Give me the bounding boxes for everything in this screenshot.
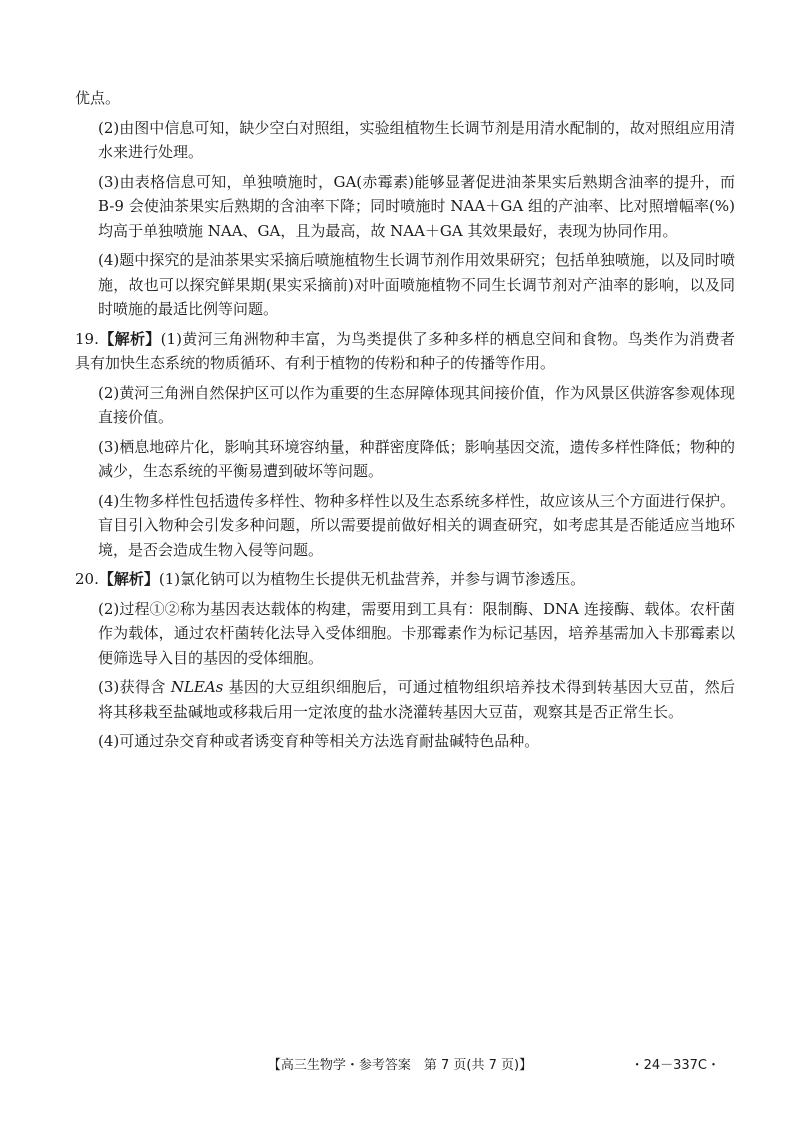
question-19-part1: (1)黄河三角洲物种丰富，为鸟类提供了多种多样的栖息空间和食物。鸟类作为消费者具有加快生态系统的物质循环、有利于植物的传粉和种子的传播等作用。 [75,329,735,372]
question-19-lead [75,327,735,376]
question-19-part4: (4)生物多样性包括遗传多样性、物种多样性以及生态系统多样性，故应该从三个方面进行保护。盲目引入物种会引发多种问题，所以需要提前做好相关的调查研究，如考虑其是否能适应当地环境，是否会造成生物入侵等问题。 [98,491,735,559]
part3-text-before: (3)获得含 [98,678,171,696]
part3-text-after: 基因的大豆组织细胞后，可通过植物组织培养技术得到转基因大豆苗，然后将其移栽至盐碱地或移栽后用一定浓度的盐水浇灌转基因大豆苗，观察其是否正常生长。 [98,678,735,721]
footer-page-info: 【高三生物学・参考答案 第 7 页(共 7 页)】 [267,1058,533,1073]
question-number: 19. [75,329,99,348]
question-20-lead [75,567,735,592]
footer-code: ・24－337C・ [630,1058,720,1073]
paragraph-q18-part2: (2)由图中信息可知，缺少空白对照组，实验组植物生长调节剂是用清水配制的，故对照组应用清水来进行处理。 [98,118,735,161]
paragraph-continuation: 优点。 [75,89,121,107]
answer-content [75,86,735,759]
paragraph-q18-part4: (4)题中探究的是油茶果实采摘后喷施植物生长调节剂作用效果研究；包括单独喷施，以及同时喷施，故也可以探究鲜果期(果实采摘前)对叶面喷施植物不同生长调节剂对产油率的影响，以及同时喷施的最适比例等问题。 [98,251,735,318]
gene-name: NLEAs [170,678,224,696]
question-20-part3 [75,675,735,724]
analysis-tag: 【解析】 [98,329,161,348]
page-footer [0,1054,800,1078]
question-20-part4: (4)可通过杂交育种或者诱变育种等相关方法选育耐盐碱特色品种。 [98,732,540,750]
question-19-block [75,327,735,563]
question-20-part1: (1)氯化钠可以为植物生长提供无机盐营养，并参与调节渗透压。 [158,570,586,588]
question-19-part2: (2)黄河三角洲自然保护区可以作为重要的生态屏障体现其间接价值，作为风景区供游客参观体现直接价值。 [98,383,735,426]
question-19-part3: (3)栖息地碎片化，影响其环境容纳量，种群密度降低；影响基因交流，遗传多样性降低；物种的减少，生态系统的平衡易遭到破坏等问题。 [98,437,735,480]
analysis-tag: 【解析】 [98,570,159,588]
paragraph-q18-part3: (3)由表格信息可知，单独喷施时，GA(赤霉素)能够显著促进油茶果实后熟期含油率的提升，而 B-9 会使油茶果实后熟期的含油率下降；同时喷施时 NAA＋GA 组的产油率、比对照增幅率(%)均高于单独喷施 NAA、GA，且为最高，故 NAA＋GA 其效果最好，表现为协同作用。 [98,172,735,240]
question-20-block [75,567,735,754]
question-20-part2: (2)过程①②称为基因表达载体的构建，需要用到工具有：限制酶、DNA 连接酶、载体。农杆菌作为载体，通过农杆菌转化法导入受体细胞。卡那霉素作为标记基因，培养基需加入卡那霉素以便筛选导入目的基因的受体细胞。 [98,599,735,667]
question-number: 20. [75,570,99,588]
